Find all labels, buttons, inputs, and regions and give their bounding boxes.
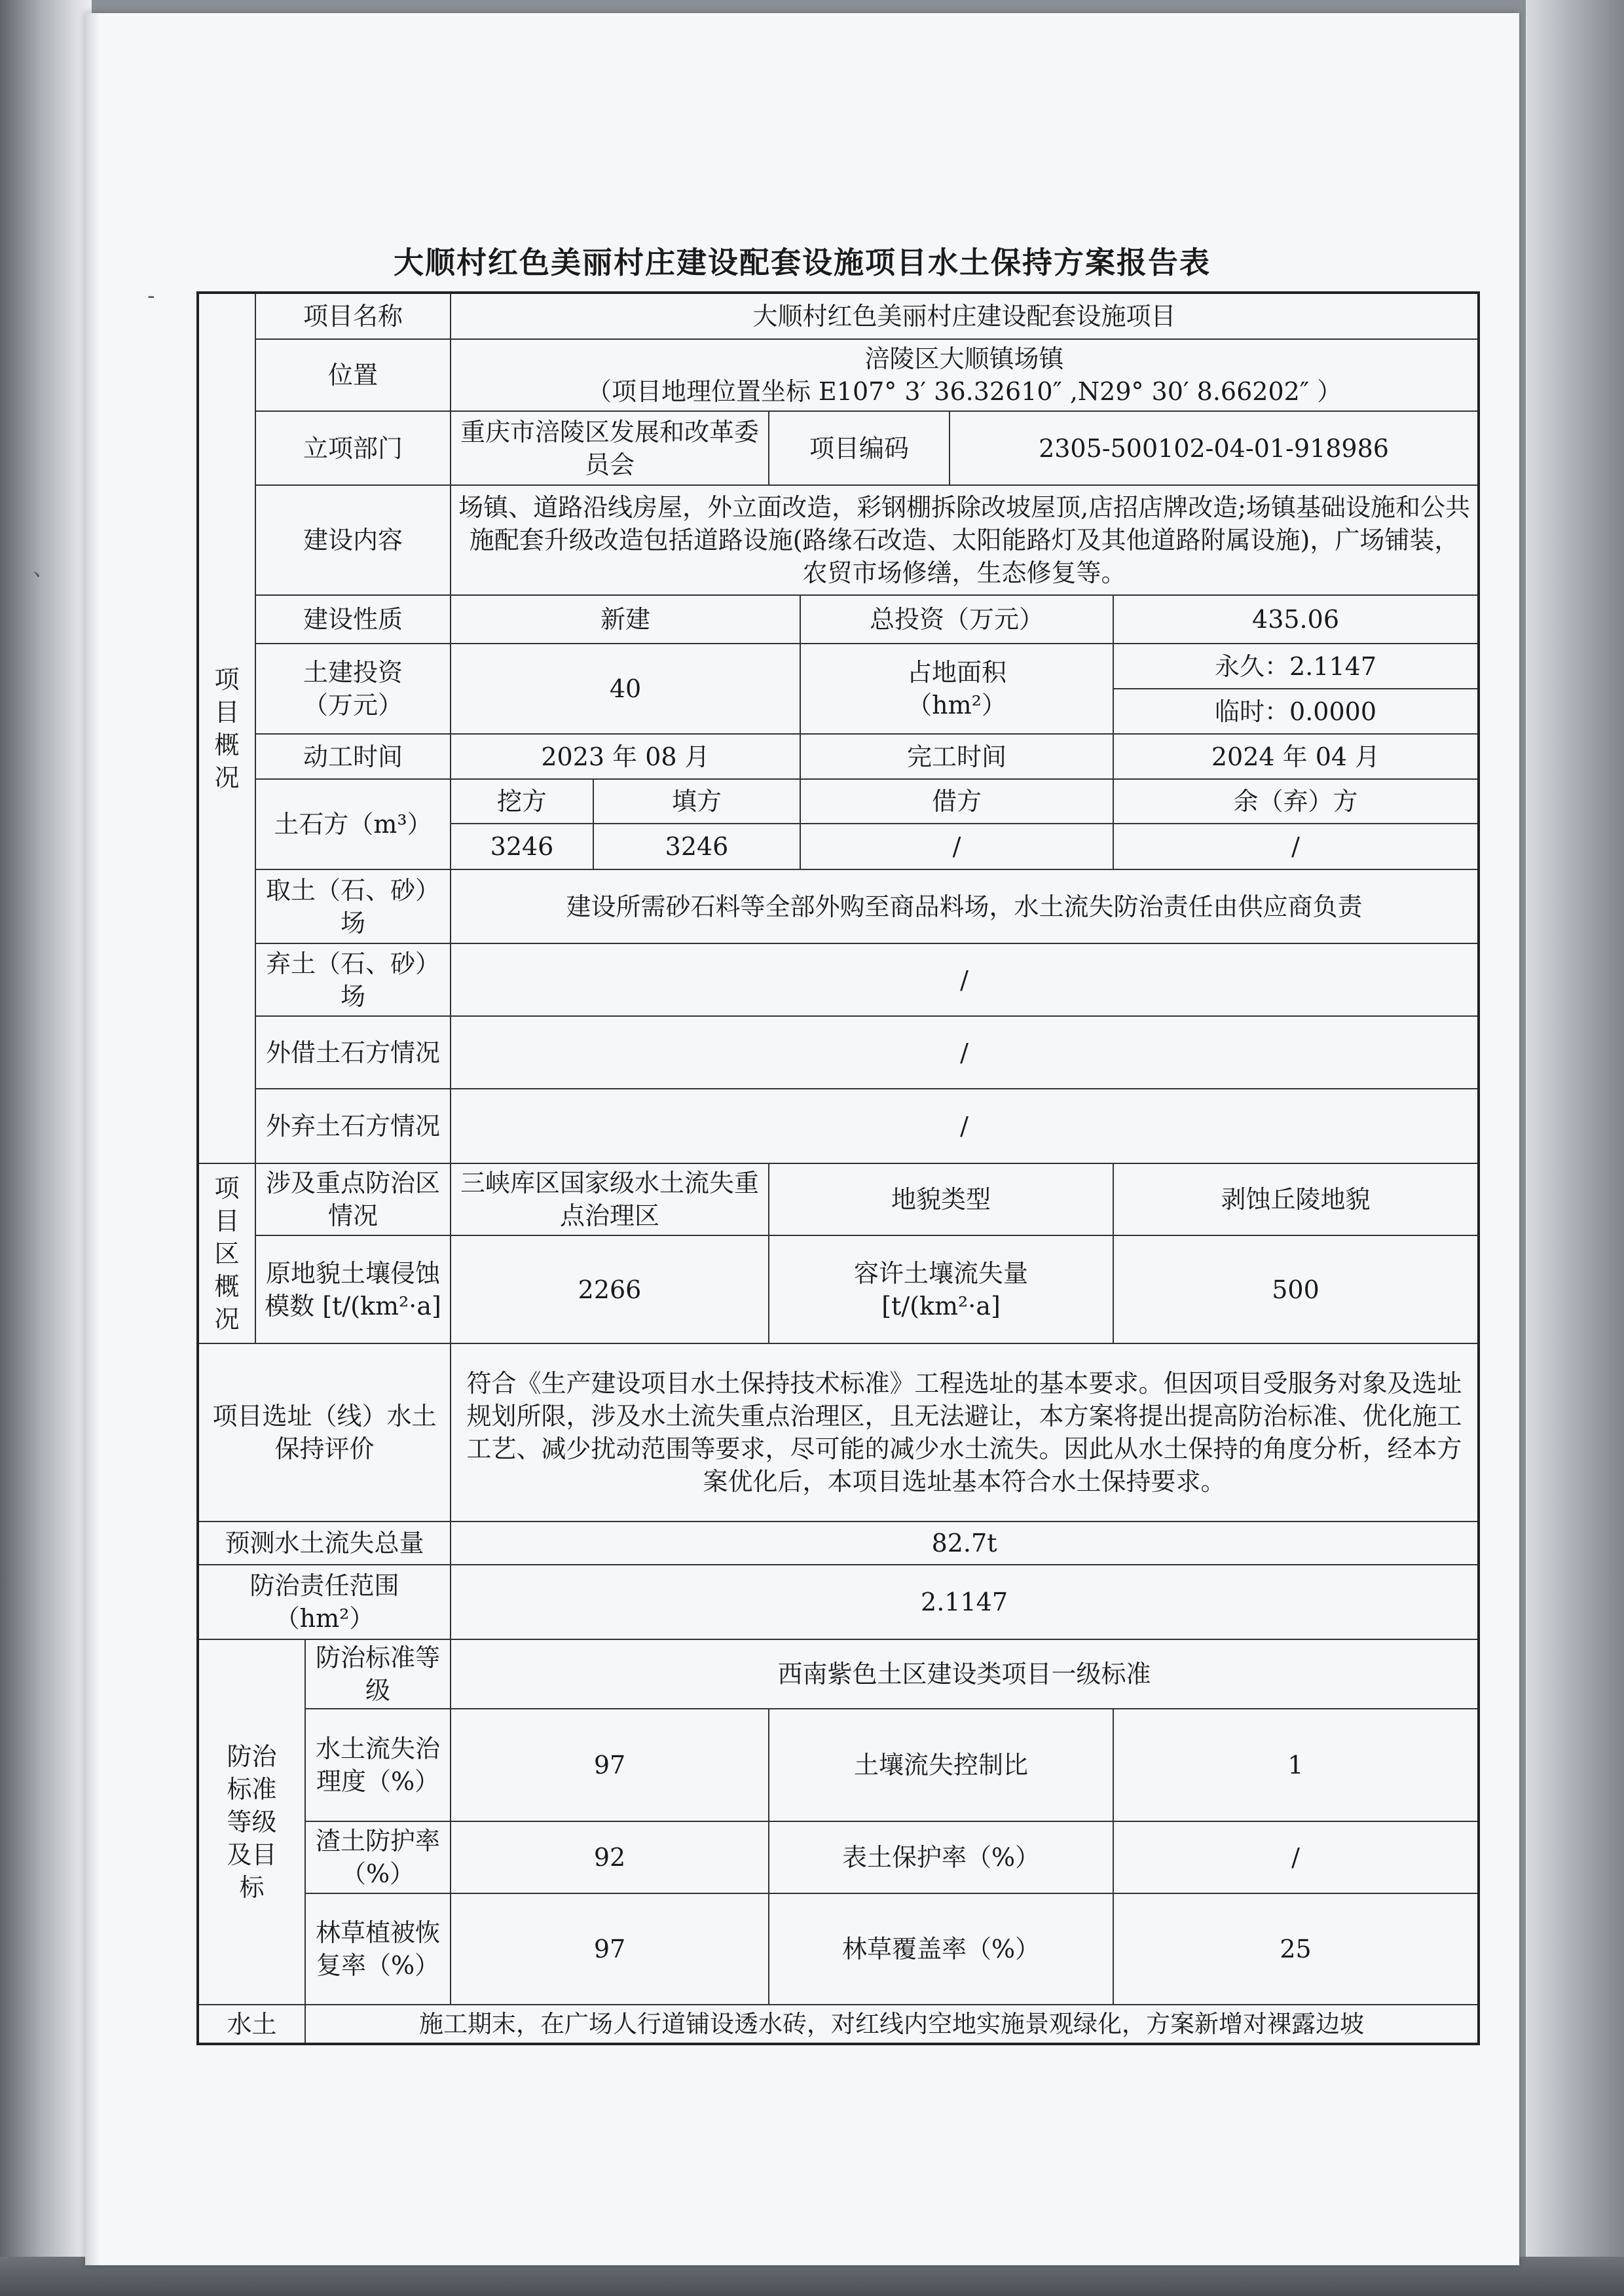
location-coordinates: （项目地理位置坐标 E107° 3′ 36.32610″ ,N29° 30′ 8.66202″ ）: [586, 377, 1342, 406]
allowable-loss-label: 容许土壤流失量 [t/(km²·a]: [769, 1235, 1113, 1343]
earthwork-value-excavation: 3246: [451, 824, 593, 869]
end-time-value: 2024 年 04 月: [1113, 734, 1479, 779]
section-label-standards: 防治 标准 等级 及目 标: [198, 1639, 305, 2005]
earthwork-header-surplus: 余（弃）方: [1113, 779, 1479, 824]
location-line-1: 涪陵区大顺镇场镇: [864, 344, 1064, 373]
area-permanent: 永久：2.1147: [1113, 644, 1479, 689]
spoil-site-value: /: [451, 943, 1479, 1016]
responsibility-area-label: 防治责任范围 （hm²）: [198, 1565, 451, 1639]
standard-row-value: 92: [451, 1821, 769, 1893]
standard-row-value-2: 25: [1113, 1893, 1479, 2005]
section-label-overview: 项 目 概 况: [198, 293, 255, 1163]
department-value: 重庆市涪陵区发展和改革委员会: [451, 411, 769, 485]
earthwork-header-excavation: 挖方: [451, 779, 593, 824]
predicted-loss-label: 预测水土流失总量: [198, 1522, 451, 1565]
margin-mark: 、: [33, 555, 55, 581]
earthwork-header-fill: 填方: [593, 779, 800, 824]
content-label: 建设内容: [255, 485, 451, 595]
location-value: [451, 339, 1479, 411]
report-table: [196, 291, 1480, 2045]
erosion-modulus-label: 原地貌土壤侵蚀模数 [t/(km²·a]: [255, 1235, 451, 1343]
measures-value: 施工期末，在广场人行道铺设透水砖，对红线内空地实施景观绿化，方案新增对裸露边坡: [305, 2005, 1479, 2044]
standard-row-label-2: 表土保护率（%）: [769, 1821, 1113, 1893]
external-borrow-value: /: [451, 1016, 1479, 1089]
civil-investment-value: 40: [451, 644, 800, 734]
measures-label: 水土: [198, 2005, 305, 2044]
site-evaluation-label: 项目选址（线）水土保持评价: [198, 1343, 451, 1522]
landform-label: 地貌类型: [769, 1163, 1113, 1235]
area-temporary: 临时：0.0000: [1113, 689, 1479, 734]
project-name-label: 项目名称: [255, 293, 451, 339]
site-evaluation-value: 符合《生产建设项目水土保持技术标准》工程选址的基本要求。但因项目受服务对象及选址规划所限，涉及水土流失重点治理区，且无法避让，本方案将提出提高防治标准、优化施工工艺、减少扰动范围等要求，尽可能的减少水土流失。因此从水土保持的角度分析，经本方案优化后，本项目选址基本符合水土保持要求。: [451, 1343, 1479, 1522]
page-spine: [85, 13, 100, 2265]
standard-row-label: 林草植被恢复率（%）: [305, 1893, 451, 2005]
spoil-site-label: 弃土（石、砂）场: [255, 943, 451, 1016]
standard-row-label-2: 土壤流失控制比: [769, 1709, 1113, 1821]
project-code-label: 项目编码: [769, 411, 950, 485]
nature-label: 建设性质: [255, 595, 451, 644]
standard-row-value-2: /: [1113, 1821, 1479, 1893]
standard-row-label: 水土流失治理度（%）: [305, 1709, 451, 1821]
binding-shadow-left: [0, 0, 92, 2296]
external-spoil-label: 外弃土石方情况: [255, 1089, 451, 1163]
section-label-region: 项 目 区 概 况: [198, 1163, 255, 1343]
total-investment-label: 总投资（万元）: [800, 595, 1113, 644]
external-spoil-value: /: [451, 1089, 1479, 1163]
scanned-page: [33, 13, 1519, 2265]
external-borrow-label: 外借土石方情况: [255, 1016, 451, 1089]
area-label: 占地面积 （hm²）: [800, 644, 1113, 734]
grade-label: 防治标准等级: [305, 1639, 451, 1709]
landform-value: 剥蚀丘陵地貌: [1113, 1163, 1479, 1235]
earthwork-value-fill: 3246: [593, 824, 800, 869]
earthwork-value-borrow: /: [800, 824, 1113, 869]
responsibility-area-value: 2.1147: [451, 1565, 1479, 1639]
department-label: 立项部门: [255, 411, 451, 485]
earthwork-value-surplus: /: [1113, 824, 1479, 869]
start-time-label: 动工时间: [255, 734, 451, 779]
erosion-modulus-value: 2266: [451, 1235, 769, 1343]
content-value: 场镇、道路沿线房屋，外立面改造，彩钢棚拆除改坡屋顶,店招店牌改造;场镇基础设施和公共施配套升级改造包括道路设施(路缘石改造、太阳能路灯及其他道路附属设施)，广场铺装，农贸市场修缮，生态修复等。: [451, 485, 1479, 595]
binding-shadow-right: [1526, 0, 1624, 2296]
key-zone-value: 三峡库区国家级水土流失重点治理区: [451, 1163, 769, 1235]
predicted-loss-value: 82.7t: [451, 1522, 1479, 1565]
grade-value: 西南紫色土区建设类项目一级标准: [451, 1639, 1479, 1709]
key-zone-label: 涉及重点防治区情况: [255, 1163, 451, 1235]
nature-value: 新建: [451, 595, 800, 644]
standard-row-value: 97: [451, 1709, 769, 1821]
total-investment-value: 435.06: [1113, 595, 1479, 644]
civil-investment-label: 土建投资 （万元）: [255, 644, 451, 734]
borrow-site-label: 取土（石、砂）场: [255, 869, 451, 943]
page-title: 大顺村红色美丽村庄建设配套设施项目水土保持方案报告表: [394, 245, 1211, 280]
standard-row-value: 97: [451, 1893, 769, 2005]
standard-row-label-2: 林草覆盖率（%）: [769, 1893, 1113, 2005]
location-label: 位置: [255, 339, 451, 411]
earthwork-header-borrow: 借方: [800, 779, 1113, 824]
earthwork-label: 土石方（m³）: [255, 779, 451, 869]
standard-row-value-2: 1: [1113, 1709, 1479, 1821]
standard-row-label: 渣土防护率（%）: [305, 1821, 451, 1893]
project-code-value: 2305-500102-04-01-918986: [950, 411, 1479, 485]
borrow-site-value: 建设所需砂石料等全部外购至商品料场，水土流失防治责任由供应商负责: [451, 869, 1479, 943]
project-name-value: 大顺村红色美丽村庄建设配套设施项目: [451, 293, 1479, 339]
end-time-label: 完工时间: [800, 734, 1113, 779]
margin-mark: -: [147, 283, 155, 309]
start-time-value: 2023 年 08 月: [451, 734, 800, 779]
allowable-loss-value: 500: [1113, 1235, 1479, 1343]
